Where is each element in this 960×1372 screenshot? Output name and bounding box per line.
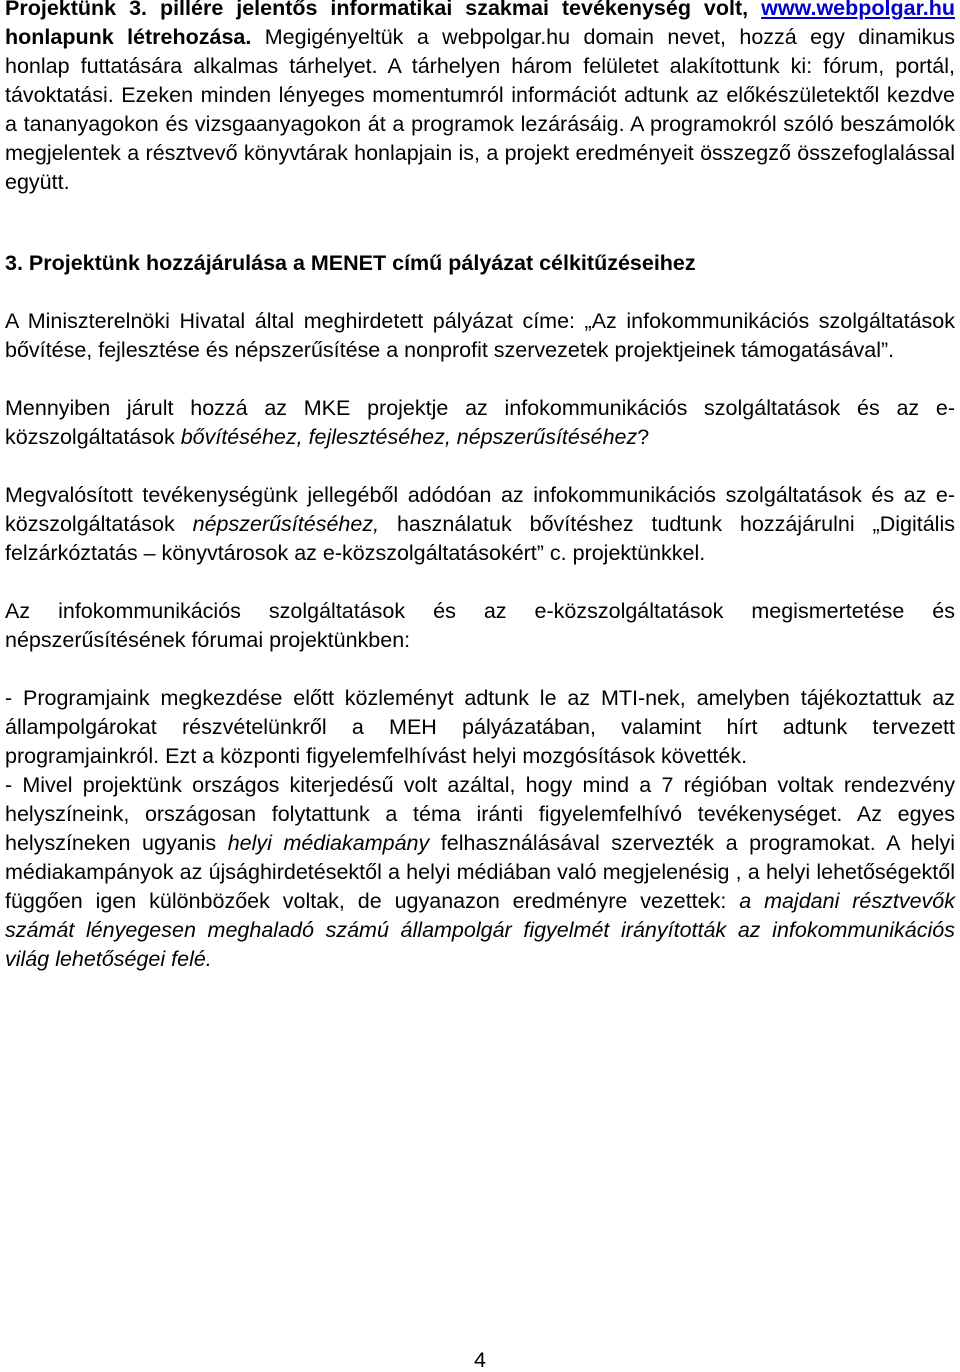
paragraph-question: [5, 394, 955, 452]
bullet-regions-text-a: - Mivel projektünk országos kiterjedésű volt azáltal, hogy mind a 7 régióban voltak rendezvény helyszíneink, országosan folytattunk a téma iránti figyelemfelhívó tevékenységet. Az egyes helyszíneken ugyanis: [5, 773, 955, 855]
page-number: 4: [474, 1348, 486, 1372]
intro-paragraph: [5, 0, 955, 197]
intro-rest: Megigényeltük a webpolgar.hu domain nevet, hozzá egy dinamikus honlap futtatására alkalmas tárhelyet. A tárhelyen három felületet alakítottunk ki: fórum, portál, távoktatási. Ezeken minden lényeges momentumról információt adtunk az előkészületektől kezdve a tananyagokon és vizsgaanyagokon át a programok lezárásáig. A programokról szóló beszámolók megjelentek a résztvevő könyvtárak honlapjain is, a projekt eredményeit összegző összefoglalással együtt.: [5, 25, 956, 194]
paragraph-contribution: [5, 481, 955, 568]
intro-bold-lead: Projektünk 3. pillére jelentős informatikai szakmai tevékenység volt,: [5, 0, 749, 20]
bullet-regions-italic-b: a majdani résztvevők számát lényegesen meghaladó számú állampolgár figyelmét irányították az infokommunikációs világ lehetőségei felé.: [5, 889, 955, 971]
paragraph-tender-title: A Miniszterelnöki Hivatal által meghirdetett pályázat címe: „Az infokommunikációs szolgáltatások bővítése, fejlesztése és népszerűsítése a nonprofit szervezetek projektjeinek támogatásával”.: [5, 309, 955, 362]
bullet-mti: - Programjaink megkezdése előtt közleményt adtunk le az MTI-nek, amelyben tájékoztattuk az állampolgárokat részvételünkről a MEH pályázatában, valamint hírt adtunk tervezett programjainkról. Ezt a központi figyelemfelhívást helyi mozgósítások követték.: [5, 686, 955, 768]
question-italic: bővítéséhez, fejlesztéséhez, népszerűsítéséhez: [180, 425, 638, 449]
webpolgar-link[interactable]: www.webpolgar.hu: [761, 0, 956, 20]
question-text: Mennyiben járult hozzá az MKE projektje az infokommunikációs szolgáltatások és az e-közszolgáltatások: [5, 396, 955, 449]
bullet-regions-italic-a: helyi médiakampány: [227, 831, 430, 855]
contribution-text: Megvalósított tevékenységünk jellegéből adódóan az infokommunikációs szolgáltatások és az e-közszolgáltatások: [5, 483, 955, 536]
contribution-italic: népszerűsítéséhez,: [192, 512, 380, 536]
paragraph-forums: Az infokommunikációs szolgáltatások és az e-közszolgáltatások megismertetése és népszerűsítésének fórumai projektünkben:: [5, 599, 955, 652]
section-heading: 3. Projektünk hozzájárulása a MENET című pályázat célkitűzéseihez: [5, 251, 696, 275]
intro-bold-after-link: honlapunk létrehozása.: [5, 25, 252, 49]
bullet-regions-text-b: felhasználásával szervezték a programokat. A helyi médiakampányok az újsághirdetésektől a helyi médiában való megjelenésig , a helyi lehetőségektől függően igen különbözőek voltak, de ugyanazon eredményre vezettek:: [5, 831, 956, 913]
question-mark: ?: [637, 425, 650, 449]
document-page: [5, 0, 955, 974]
bullet-regions: [5, 771, 955, 974]
contribution-rest: használatuk bővítéshez tudtunk hozzájárulni „Digitális felzárkóztatás – könyvtárosok az e-közszolgáltatásokért” c. projektünkkel.: [5, 512, 955, 565]
